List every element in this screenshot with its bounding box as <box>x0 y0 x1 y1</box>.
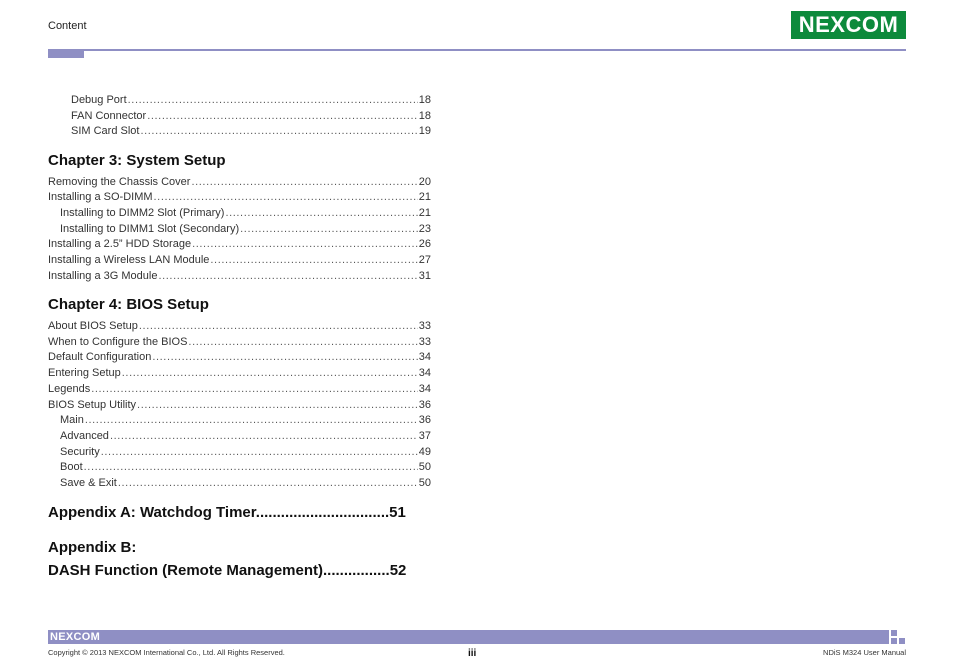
toc-entry[interactable]: Installing a 2.5” HDD Storage ..... 26 <box>48 237 431 251</box>
page-number: iii <box>468 648 477 659</box>
toc-entry[interactable]: Security ..... 49 <box>60 445 431 459</box>
toc-entry[interactable]: FAN Connector ..... 18 <box>71 109 431 123</box>
toc-entry[interactable]: Installing a Wireless LAN Module ..... 27 <box>48 253 431 267</box>
header-rule <box>48 49 906 51</box>
toc-entry[interactable]: Boot ..... 50 <box>60 460 431 474</box>
toc-entry[interactable]: Entering Setup ..... 34 <box>48 366 431 380</box>
toc-entry[interactable]: Save & Exit ..... 50 <box>60 476 431 490</box>
appendix-a-heading[interactable]: Appendix A: Watchdog Timer................................51 <box>48 504 406 521</box>
toc-entry[interactable]: Installing a SO-DIMM ..... 21 <box>48 190 431 204</box>
toc-entry[interactable]: Installing a 3G Module ..... 31 <box>48 269 431 283</box>
toc-entry[interactable]: Main ..... 36 <box>60 413 431 427</box>
chapter-3-heading[interactable]: Chapter 3: System Setup <box>48 152 226 169</box>
footer-square-icon <box>891 630 897 636</box>
footer-logo: NEXCOM <box>50 631 101 643</box>
logo-text: NEXCOM <box>798 12 899 37</box>
toc-entry[interactable]: Advanced ..... 37 <box>60 429 431 443</box>
toc-entry[interactable]: SIM Card Slot ..... 19 <box>71 124 431 138</box>
toc-entry[interactable]: Installing to DIMM2 Slot (Primary) ..... 21 <box>60 206 431 220</box>
toc-entry[interactable]: Debug Port ..... 18 <box>71 93 431 107</box>
toc-entry[interactable]: About BIOS Setup ..... 33 <box>48 319 431 333</box>
manual-name: NDiS M324 User Manual <box>823 648 906 657</box>
footer-square-icon <box>899 638 905 644</box>
toc-entry[interactable]: Default Configuration ..... 34 <box>48 350 431 364</box>
footer-bar <box>48 630 889 644</box>
section-label: Content <box>48 20 87 32</box>
header-tab-block <box>48 49 84 58</box>
chapter-4-heading[interactable]: Chapter 4: BIOS Setup <box>48 296 209 313</box>
footer-square-icon <box>891 638 897 644</box>
toc-entry[interactable]: When to Configure the BIOS ..... 33 <box>48 335 431 349</box>
nexcom-logo <box>791 11 906 39</box>
appendix-b-heading[interactable]: Appendix B: <box>48 539 137 556</box>
copyright-text: Copyright © 2013 NEXCOM International Co., Ltd. All Rights Reserved. <box>48 648 285 657</box>
toc-entry[interactable]: BIOS Setup Utility ..... 36 <box>48 398 431 412</box>
toc-entry[interactable]: Removing the Chassis Cover ..... 20 <box>48 175 431 189</box>
toc-entry[interactable]: Legends ..... 34 <box>48 382 431 396</box>
appendix-b-subtitle[interactable]: DASH Function (Remote Management)................52 <box>48 562 407 579</box>
toc-entry[interactable]: Installing to DIMM1 Slot (Secondary) ..... 23 <box>60 222 431 236</box>
